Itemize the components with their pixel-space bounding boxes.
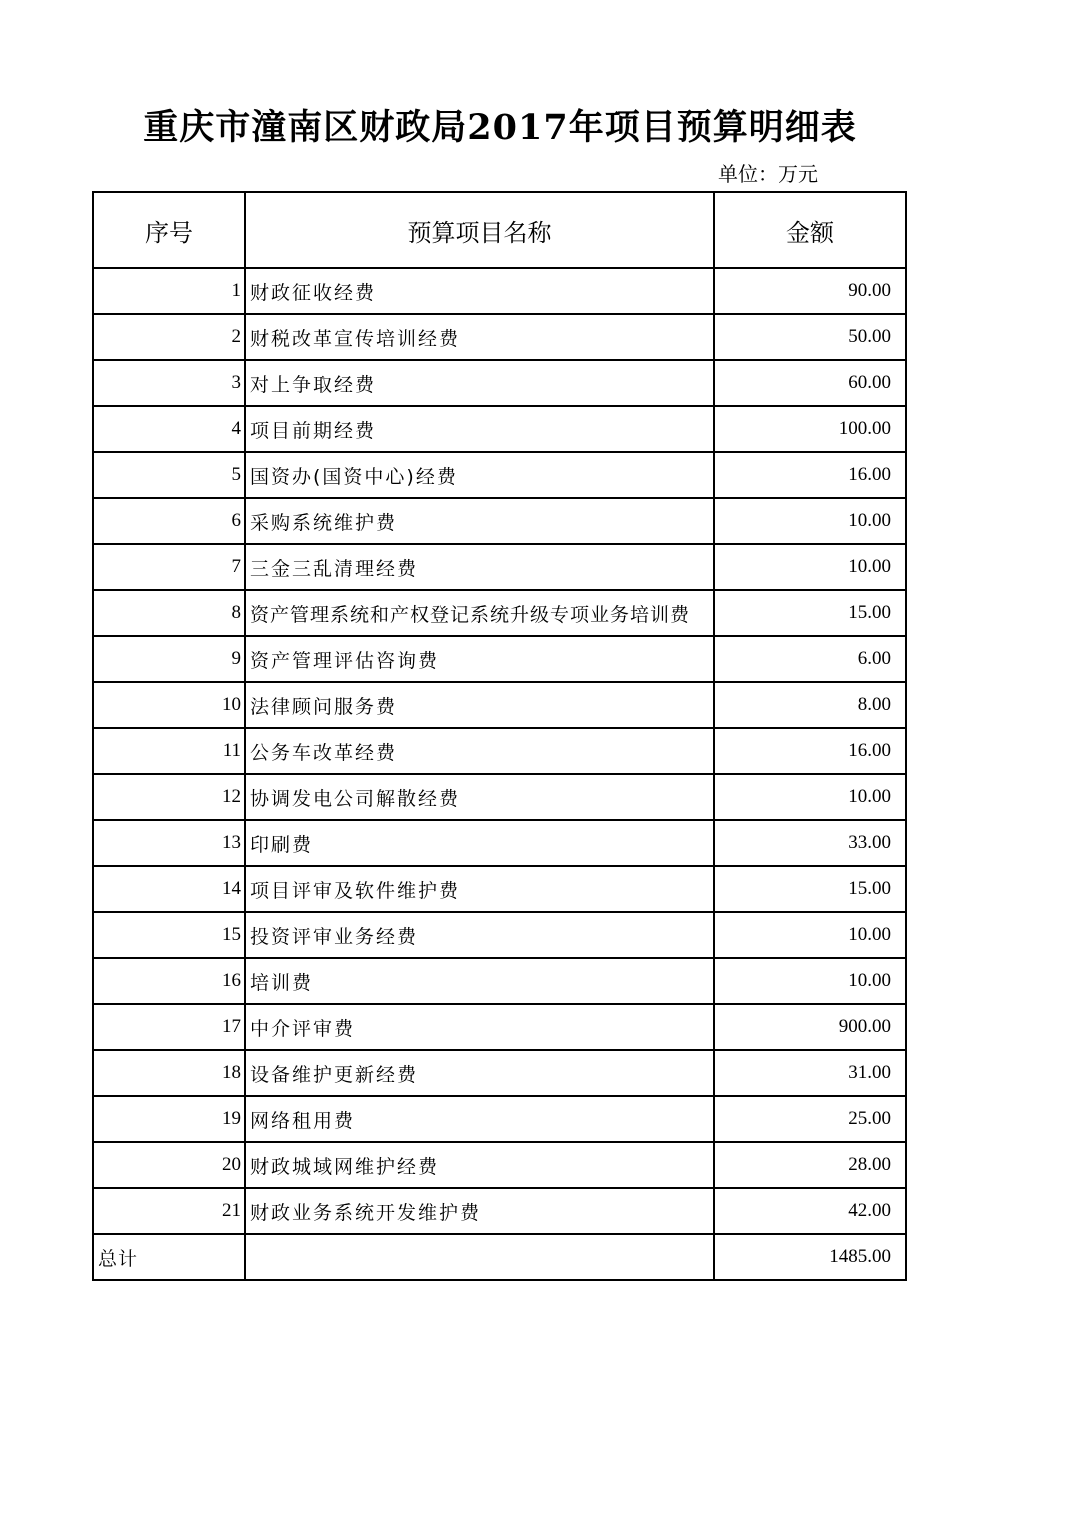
table-row xyxy=(93,820,906,866)
row-amount: 31.00 xyxy=(714,1050,906,1096)
row-index: 13 xyxy=(93,820,245,866)
row-amount: 10.00 xyxy=(714,912,906,958)
row-index: 5 xyxy=(93,452,245,498)
row-name: 协调发电公司解散经费 xyxy=(245,774,714,820)
row-amount: 6.00 xyxy=(714,636,906,682)
table-row xyxy=(93,636,906,682)
total-amount: 1485.00 xyxy=(714,1234,906,1280)
table-row xyxy=(93,682,906,728)
row-name: 法律顾问服务费 xyxy=(245,682,714,728)
row-index: 21 xyxy=(93,1188,245,1234)
row-index: 7 xyxy=(93,544,245,590)
table-row xyxy=(93,268,906,314)
table-row xyxy=(93,590,906,636)
table-row xyxy=(93,360,906,406)
table-row xyxy=(93,958,906,1004)
row-index: 18 xyxy=(93,1050,245,1096)
row-name: 投资评审业务经费 xyxy=(245,912,714,958)
row-amount: 8.00 xyxy=(714,682,906,728)
row-index: 15 xyxy=(93,912,245,958)
row-index: 9 xyxy=(93,636,245,682)
row-name: 培训费 xyxy=(245,958,714,1004)
unit-label: 单位：万元 xyxy=(718,162,818,186)
row-amount: 900.00 xyxy=(714,1004,906,1050)
row-name: 公务车改革经费 xyxy=(245,728,714,774)
table-row xyxy=(93,406,906,452)
row-index: 10 xyxy=(93,682,245,728)
row-amount: 16.00 xyxy=(714,452,906,498)
table-row xyxy=(93,498,906,544)
row-amount: 28.00 xyxy=(714,1142,906,1188)
row-index: 4 xyxy=(93,406,245,452)
document-title: 重庆市潼南区财政局2017年项目预算明细表 xyxy=(143,107,857,148)
row-amount: 15.00 xyxy=(714,590,906,636)
table-row xyxy=(93,1142,906,1188)
row-amount: 10.00 xyxy=(714,774,906,820)
row-amount: 100.00 xyxy=(714,406,906,452)
total-name-cell xyxy=(245,1234,714,1280)
total-row xyxy=(93,1234,906,1280)
row-name: 国资办(国资中心)经费 xyxy=(245,452,714,498)
row-amount: 10.00 xyxy=(714,544,906,590)
table-row xyxy=(93,1004,906,1050)
row-name: 财政城域网维护经费 xyxy=(245,1142,714,1188)
row-index: 8 xyxy=(93,590,245,636)
row-index: 20 xyxy=(93,1142,245,1188)
table-row xyxy=(93,1050,906,1096)
row-amount: 42.00 xyxy=(714,1188,906,1234)
row-name: 资产管理评估咨询费 xyxy=(245,636,714,682)
row-name: 三金三乱清理经费 xyxy=(245,544,714,590)
row-index: 2 xyxy=(93,314,245,360)
row-amount: 15.00 xyxy=(714,866,906,912)
row-amount: 60.00 xyxy=(714,360,906,406)
row-index: 17 xyxy=(93,1004,245,1050)
table-row xyxy=(93,912,906,958)
row-amount: 90.00 xyxy=(714,268,906,314)
table-row xyxy=(93,1096,906,1142)
row-index: 19 xyxy=(93,1096,245,1142)
row-amount: 50.00 xyxy=(714,314,906,360)
row-amount: 16.00 xyxy=(714,728,906,774)
row-name: 采购系统维护费 xyxy=(245,498,714,544)
row-name: 中介评审费 xyxy=(245,1004,714,1050)
row-index: 16 xyxy=(93,958,245,1004)
row-index: 3 xyxy=(93,360,245,406)
row-amount: 10.00 xyxy=(714,498,906,544)
row-name: 项目评审及软件维护费 xyxy=(245,866,714,912)
header-name: 预算项目名称 xyxy=(245,192,714,268)
table-row xyxy=(93,452,906,498)
header-index: 序号 xyxy=(93,192,245,268)
row-name: 财政征收经费 xyxy=(245,268,714,314)
header-amount: 金额 xyxy=(714,192,906,268)
row-name: 资产管理系统和产权登记系统升级专项业务培训费 xyxy=(245,590,714,636)
table-row xyxy=(93,774,906,820)
header-row xyxy=(93,192,906,268)
row-name: 项目前期经费 xyxy=(245,406,714,452)
row-name: 设备维护更新经费 xyxy=(245,1050,714,1096)
row-index: 14 xyxy=(93,866,245,912)
table-row xyxy=(93,728,906,774)
table-row xyxy=(93,544,906,590)
row-amount: 10.00 xyxy=(714,958,906,1004)
row-name: 财税改革宣传培训经费 xyxy=(245,314,714,360)
table-row xyxy=(93,314,906,360)
row-name: 财政业务系统开发维护费 xyxy=(245,1188,714,1234)
row-index: 1 xyxy=(93,268,245,314)
budget-table xyxy=(92,191,907,1281)
row-amount: 33.00 xyxy=(714,820,906,866)
row-amount: 25.00 xyxy=(714,1096,906,1142)
row-index: 12 xyxy=(93,774,245,820)
total-label: 总计 xyxy=(93,1234,245,1280)
table-row xyxy=(93,866,906,912)
row-name: 对上争取经费 xyxy=(245,360,714,406)
row-name: 印刷费 xyxy=(245,820,714,866)
row-index: 11 xyxy=(93,728,245,774)
row-index: 6 xyxy=(93,498,245,544)
table-row xyxy=(93,1188,906,1234)
row-name: 网络租用费 xyxy=(245,1096,714,1142)
